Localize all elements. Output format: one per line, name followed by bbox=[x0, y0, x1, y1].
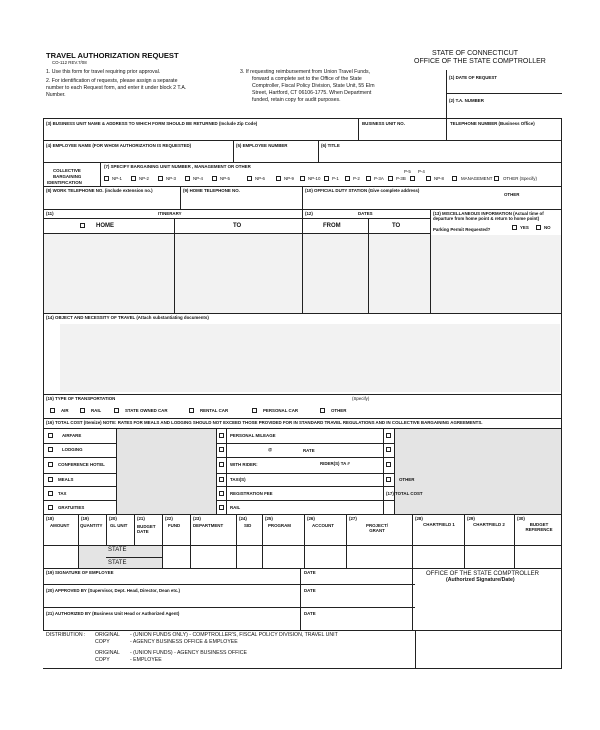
conference-hotel-checkbox[interactable] bbox=[48, 462, 53, 467]
rail-label: RAIL bbox=[91, 408, 102, 413]
to-date-label: TO bbox=[392, 223, 401, 229]
p2-checkbox[interactable] bbox=[345, 176, 350, 181]
ah-num: (26) bbox=[307, 516, 315, 521]
right-1-checkbox[interactable] bbox=[386, 433, 391, 438]
ah-label: FUND bbox=[168, 523, 181, 528]
ah-num: (20) bbox=[109, 516, 117, 521]
home-checkbox[interactable] bbox=[80, 223, 85, 228]
np9-checkbox[interactable] bbox=[276, 176, 281, 181]
np4-label: NP-4 bbox=[193, 176, 204, 181]
dist-kind: ORIGINAL bbox=[95, 632, 120, 638]
osc-signature-subtitle: (Authorized Signature/Date) bbox=[446, 577, 515, 583]
instruction-line: 1. Use this form for travel requiring prior approval. bbox=[46, 69, 161, 75]
parking-no-label: NO bbox=[544, 225, 551, 230]
ah-label: PROJECT/ GRANT bbox=[366, 523, 388, 534]
ah-label: BUDGET DATE bbox=[137, 524, 156, 535]
ah-num: (29) bbox=[467, 516, 475, 521]
rental-car-label: RENTAL CAR bbox=[200, 408, 229, 413]
rider-checkbox[interactable] bbox=[219, 462, 224, 467]
cost-label: TAX bbox=[58, 491, 67, 496]
instruction-line: Street, Hartford, CT 06106-1775. When Department bbox=[252, 90, 372, 96]
instruction-line: 2. For identification of requests, please assign a separate bbox=[46, 78, 178, 84]
cost-label: TAXI(S) bbox=[230, 477, 246, 482]
transport-other-checkbox[interactable] bbox=[320, 408, 325, 413]
p2-label: P-2 bbox=[353, 176, 360, 181]
ah-label: GL UNIT bbox=[110, 523, 128, 528]
np6-checkbox[interactable] bbox=[247, 176, 252, 181]
duty-station-other-label: OTHER bbox=[504, 192, 520, 197]
form-number: CO-112 REV.7/08 bbox=[52, 60, 87, 65]
p3b-label: P-3B bbox=[396, 176, 406, 181]
np4-checkbox[interactable] bbox=[185, 176, 190, 181]
registration-checkbox[interactable] bbox=[219, 491, 224, 496]
identification-label: IDENTIFICATION bbox=[47, 180, 82, 185]
title-label: (6) TITLE bbox=[321, 143, 340, 148]
parking-yes-label: YES bbox=[520, 225, 529, 230]
dist-kind: COPY bbox=[95, 639, 110, 645]
np10-label: NP-10 bbox=[308, 176, 321, 181]
p4-label: P-4 bbox=[418, 169, 425, 174]
at-symbol: @ bbox=[268, 447, 273, 452]
state-label-2: STATE bbox=[108, 560, 127, 566]
other-specify-label: OTHER (Specify) bbox=[503, 176, 537, 181]
meals-checkbox[interactable] bbox=[48, 477, 53, 482]
np5-label: NP-5 bbox=[220, 176, 231, 181]
dist-text: - AGENCY BUSINESS OFFICE & EMPLOYEE bbox=[130, 639, 238, 645]
instruction-line: number to each Request form, and enter it under block 2 T.A. bbox=[46, 85, 187, 91]
np1-checkbox[interactable] bbox=[104, 176, 109, 181]
agency-line-2: OFFICE OF THE STATE COMPTROLLER bbox=[414, 58, 546, 65]
p3b-checkbox[interactable] bbox=[388, 176, 393, 181]
state-label-1: STATE bbox=[108, 547, 127, 553]
np9-label: NP-9 bbox=[284, 176, 295, 181]
employee-number-label: (5) EMPLOYEE NUMBER bbox=[236, 143, 288, 148]
home-label: HOME bbox=[96, 223, 114, 229]
ah-num: (23) bbox=[193, 516, 201, 521]
rail-checkbox[interactable] bbox=[80, 408, 85, 413]
taxi-checkbox[interactable] bbox=[219, 477, 224, 482]
from-date-label: FROM bbox=[323, 223, 341, 229]
misc-info-field[interactable] bbox=[431, 235, 561, 313]
date-to-field[interactable] bbox=[369, 234, 430, 313]
personal-car-label: PERSONAL CAR bbox=[263, 408, 299, 413]
parking-no-checkbox[interactable] bbox=[536, 225, 541, 230]
p3a-checkbox[interactable] bbox=[366, 176, 371, 181]
object-necessity-label: (14) OBJECT AND NECESSITY OF TRAVEL (Attach substantiating documents) bbox=[46, 315, 209, 320]
cost-label: MEALS bbox=[58, 477, 74, 482]
ah-num: (18) bbox=[46, 516, 54, 521]
dates-number: (12) bbox=[305, 211, 313, 216]
ah-label: PROGRAM bbox=[268, 523, 291, 528]
dist-text: - (UNION FUNDS) - AGENCY BUSINESS OFFICE bbox=[130, 650, 247, 656]
ah-label: DEPARTMENT bbox=[193, 523, 224, 528]
authorized-by-label: (21) AUTHORIZED BY (Business Unit Head or Authorized Agent) bbox=[46, 611, 180, 616]
rail-cost-checkbox[interactable] bbox=[219, 505, 224, 510]
date-from-field[interactable] bbox=[303, 234, 368, 313]
np5-checkbox[interactable] bbox=[212, 176, 217, 181]
itinerary-from-field[interactable] bbox=[44, 234, 174, 313]
business-unit-no-label: BUSINESS UNIT NO. bbox=[362, 121, 405, 126]
rider-ta-label: RIDER(S) TA # bbox=[320, 461, 350, 466]
cost-label: RAIL bbox=[230, 505, 241, 510]
object-necessity-field[interactable] bbox=[60, 324, 560, 392]
instruction-line: Comptroller, Fiscal Policy Division, State Unit, 55 Elm bbox=[252, 83, 375, 89]
itinerary-to-field[interactable] bbox=[175, 234, 302, 313]
ah-label: BUDGET REFERENCE bbox=[525, 522, 553, 533]
dates-header: DATES bbox=[358, 211, 373, 216]
np6-label: NP-6 bbox=[255, 176, 266, 181]
tax-checkbox[interactable] bbox=[48, 491, 53, 496]
form-title: TRAVEL AUTHORIZATION REQUEST bbox=[46, 51, 179, 60]
air-checkbox[interactable] bbox=[50, 408, 55, 413]
cost-label: PERSONAL MILEAGE bbox=[230, 433, 276, 438]
ah-num: (22) bbox=[165, 516, 173, 521]
duty-station-label: (10) OFFICIAL DUTY STATION (Give complete address) bbox=[305, 188, 420, 193]
p3a-label: P-3A bbox=[374, 176, 384, 181]
airfare-checkbox[interactable] bbox=[48, 433, 53, 438]
misc-info-label: (13) MISCELLANEOUS INFORMATION (Actual time of departure from home point & return to home point) bbox=[433, 211, 544, 222]
np8-checkbox[interactable] bbox=[426, 176, 431, 181]
work-telephone-label: (8) WORK TELEPHONE NO. (include extension no.) bbox=[46, 188, 153, 193]
cost-label: REGISTRATION FEE bbox=[230, 491, 273, 496]
air-label: AIR bbox=[61, 408, 69, 413]
itinerary-number: (11) bbox=[46, 211, 54, 216]
state-car-label: STATE OWNED CAR bbox=[125, 408, 168, 413]
ah-num: (28) bbox=[415, 516, 423, 521]
right-cost-amount-column bbox=[395, 429, 561, 514]
dist-kind: ORIGINAL bbox=[95, 650, 120, 656]
bargaining-unit-label: (7) SPECIFY BARGAINING UNIT NUMBER , MANAGEMENT OR OTHER bbox=[104, 164, 251, 169]
instruction-line: forward a complete set to the Office of the State bbox=[252, 76, 362, 82]
management-checkbox[interactable] bbox=[452, 176, 457, 181]
ah-label: SID bbox=[244, 523, 252, 528]
ah-num: (30) bbox=[517, 516, 525, 521]
ah-label: QUANTITY bbox=[80, 523, 103, 528]
other-checkbox[interactable] bbox=[494, 176, 499, 181]
employee-signature-date: DATE bbox=[304, 570, 316, 575]
np8-label: NP-8 bbox=[434, 176, 445, 181]
np3-checkbox[interactable] bbox=[158, 176, 163, 181]
cost-label: CONFERENCE HOTEL bbox=[58, 462, 105, 467]
approved-by-date: DATE bbox=[304, 588, 316, 593]
instruction-line: 3. If requesting reimbursement from Union Travel Funds, bbox=[240, 69, 371, 75]
lodging-checkbox[interactable] bbox=[48, 447, 53, 452]
authorized-by-date: DATE bbox=[304, 611, 316, 616]
total-cost-note: (16) TOTAL COST (Itemize) NOTE: RATES FOR MEALS AND LODGING SHOULD NOT EXCEED THOSE PROVIDED FOR IN STANDARD TRAVEL REGULATIONS AND IN COLLECTIVE BARGAINING AGREEMENTS. bbox=[46, 420, 483, 425]
business-unit-name-label: (3) BUSINESS UNIT NAME & ADDRESS TO WHICH FORM SHOULD BE RETURNED (Include Zip Code) bbox=[46, 121, 258, 126]
state-car-checkbox[interactable] bbox=[114, 408, 119, 413]
approved-by-label: (20) APPROVED BY (Supervisor, Dept. Head, Director, Dean etc.) bbox=[46, 588, 180, 593]
gratuities-checkbox[interactable] bbox=[48, 505, 53, 510]
collective-label: COLLECTIVE bbox=[53, 168, 81, 173]
ah-num: (25) bbox=[265, 516, 273, 521]
instruction-line: Number. bbox=[46, 92, 66, 98]
ah-num: (27) bbox=[349, 516, 357, 521]
ah-label: CHARTFIELD 2 bbox=[473, 522, 505, 527]
np3-label: NP-3 bbox=[166, 176, 177, 181]
mileage-checkbox[interactable] bbox=[219, 433, 224, 438]
transport-other-label: OTHER bbox=[331, 408, 347, 413]
to-label: TO bbox=[233, 223, 242, 229]
cost-label: AIRFARE bbox=[62, 433, 82, 438]
ah-num: (24) bbox=[239, 516, 247, 521]
np10-checkbox[interactable] bbox=[300, 176, 305, 181]
np2-label: NP-2 bbox=[139, 176, 150, 181]
home-telephone-label: (9) HOME TELEPHONE NO. bbox=[183, 188, 240, 193]
dist-text: - EMPLOYEE bbox=[130, 657, 162, 663]
employee-signature-label: (19) SIGNATURE OF EMPLOYEE bbox=[46, 570, 114, 575]
ah-num: (19) bbox=[81, 516, 89, 521]
parking-yes-checkbox[interactable] bbox=[512, 225, 517, 230]
cost-label: WITH RIDER: bbox=[230, 462, 258, 467]
ah-label: CHARTFIELD 1 bbox=[423, 522, 455, 527]
cost-other-checkbox[interactable] bbox=[386, 477, 391, 482]
p1-label: P-1 bbox=[332, 176, 339, 181]
employee-name-label: (4) EMPLOYEE NAME (FOR WHOM AUTHORIZATION IS REQUESTED) bbox=[46, 143, 192, 148]
ta-number-label: (2) T.A. NUMBER bbox=[449, 98, 484, 103]
cost-label: GRATUITIES bbox=[58, 505, 85, 510]
agency-line-1: STATE OF CONNECTICUT bbox=[432, 50, 519, 57]
ah-label: ACCOUNT bbox=[312, 523, 334, 528]
transport-specify-label: (Specify) bbox=[352, 396, 370, 401]
right-3-checkbox[interactable] bbox=[386, 462, 391, 467]
rental-car-checkbox[interactable] bbox=[189, 408, 194, 413]
left-cost-amount-column bbox=[117, 429, 216, 514]
instruction-line: funded, retain copy for audit purposes. bbox=[252, 97, 341, 103]
cost-label: LODGING bbox=[62, 447, 83, 452]
cost-other-label: OTHER bbox=[399, 477, 415, 482]
np1-label: NP-1 bbox=[112, 176, 123, 181]
itinerary-header: ITINERARY bbox=[158, 211, 182, 216]
dist-kind: COPY bbox=[95, 657, 110, 663]
p1-checkbox[interactable] bbox=[324, 176, 329, 181]
rate-label: RATE bbox=[303, 448, 315, 453]
total-cost-label: (17) TOTAL COST bbox=[386, 491, 423, 496]
right-2-checkbox[interactable] bbox=[386, 447, 391, 452]
ah-label: AMOUNT bbox=[50, 523, 70, 528]
np2-checkbox[interactable] bbox=[131, 176, 136, 181]
p5-label: P-5 bbox=[404, 169, 411, 174]
p4-checkbox[interactable] bbox=[410, 176, 415, 181]
parking-permit-label: Parking Permit Requested? bbox=[433, 227, 491, 232]
distribution-label: DISTRIBUTION : bbox=[46, 632, 86, 638]
ah-num: (21) bbox=[137, 516, 145, 521]
management-label: MANAGEMENT bbox=[461, 176, 493, 181]
business-telephone-label: TELEPHONE NUMBER (Business Office) bbox=[450, 121, 535, 126]
date-of-request-label: (1) DATE OF REQUEST bbox=[449, 75, 497, 80]
mileage-rate-checkbox[interactable] bbox=[219, 447, 224, 452]
personal-car-checkbox[interactable] bbox=[252, 408, 257, 413]
transportation-label: (15) TYPE OF TRANSPORTATION bbox=[46, 396, 116, 401]
dist-text: - (UNION FUNDS ONLY) - COMPTROLLER'S, FISCAL POLICY DIVISION, TRAVEL UNIT bbox=[130, 632, 338, 638]
bargaining-label: BARGAINING bbox=[53, 174, 82, 179]
osc-signature-title: OFFICE OF THE STATE COMPTROLLER bbox=[426, 571, 540, 577]
